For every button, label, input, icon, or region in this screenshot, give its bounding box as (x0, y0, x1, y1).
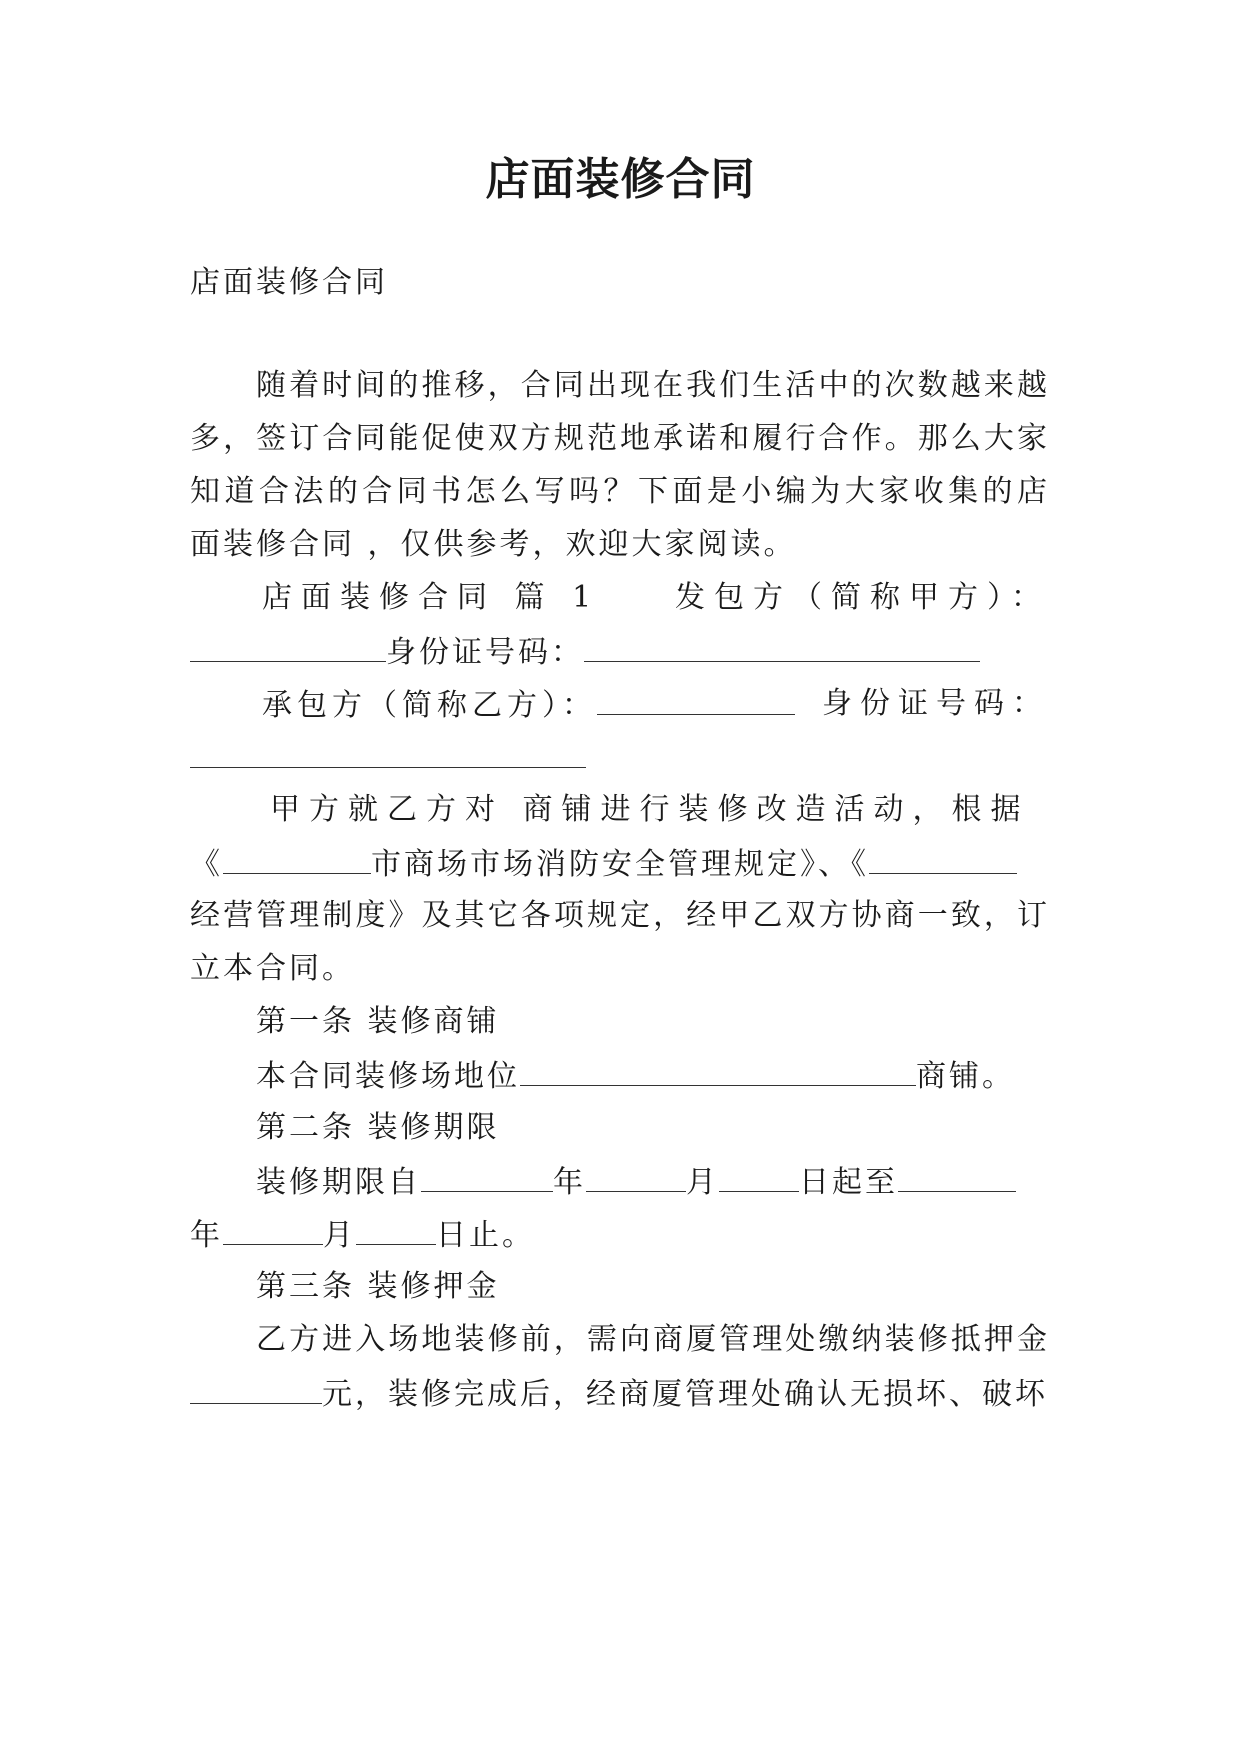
article-3-line-2-text: 元，装修完成后，经商厦管理处确认无损坏、破坏 (322, 1377, 1048, 1412)
start-year-blank[interactable] (421, 1161, 553, 1192)
party-a-row (262, 578, 1050, 618)
intro-line-2: 多，签订合同能促使双方规范地承诺和履行合作。那么大家 (190, 421, 1050, 456)
article-3-title: 第三条 装修押金 (256, 1269, 500, 1304)
deposit-amount-blank[interactable] (190, 1373, 322, 1404)
party-b-row (262, 684, 1050, 726)
article-3-line-2 (190, 1373, 1050, 1415)
party-a-id-blank[interactable] (584, 631, 980, 662)
article-2-text (256, 1161, 1050, 1203)
party-b-name-blank[interactable] (597, 684, 795, 715)
para1-line-2 (190, 843, 1050, 885)
end-month-blank[interactable] (223, 1214, 323, 1245)
start-month-blank[interactable] (586, 1161, 686, 1192)
month-label-2: 月 (323, 1218, 356, 1253)
para1-line-1: 甲方就乙方对 商铺进行装修改造活动，根据 (270, 792, 1030, 827)
management-blank[interactable] (869, 843, 1017, 874)
city-blank[interactable] (223, 843, 371, 874)
end-year-blank[interactable] (898, 1161, 1016, 1192)
intro-line-4: 面装修合同 ，仅供参考，欢迎大家阅读。 (190, 527, 797, 562)
party-a-id-row (190, 631, 1050, 673)
document-title: 店面装修合同 (485, 154, 756, 205)
para1-line-3: 经营管理制度》及其它各项规定，经甲乙双方协商一致，订 (190, 898, 1050, 933)
party-a-name-blank[interactable] (190, 631, 386, 662)
end-day-blank[interactable] (356, 1214, 436, 1245)
party-b-id-row (190, 737, 1050, 779)
para1-line-4: 立本合同。 (190, 951, 355, 986)
article-1-text-b: 商铺。 (916, 1059, 1015, 1094)
month-label: 月 (686, 1165, 719, 1200)
party-b-label: 承包方（简称乙方）： (262, 688, 597, 723)
start-day-blank[interactable] (719, 1161, 799, 1192)
id-label-2: 身份证号码： (822, 686, 1050, 721)
document-subtitle: 店面装修合同 (190, 265, 388, 300)
article-1-title: 第一条 装修商铺 (256, 1004, 500, 1039)
party-a-label: 发包方（简称甲方）： (675, 580, 1050, 615)
article-2-text-cont (190, 1214, 1050, 1256)
intro-line-1: 随着时间的推移，合同出现在我们生活中的次数越来越 (256, 368, 1050, 403)
id-label-1: 身份证号码： (386, 635, 584, 670)
period-from-label: 装修期限自 (256, 1165, 421, 1200)
location-blank[interactable] (520, 1055, 916, 1086)
article-1-text (256, 1055, 1050, 1097)
year-label-2: 年 (190, 1218, 223, 1253)
para1-regulation: 市商场市场消防安全管理规定》、《 (371, 847, 869, 882)
day-end-label: 日止。 (436, 1218, 535, 1253)
article-1-text-a: 本合同装修场地位 (256, 1059, 520, 1094)
day-from-label: 日起至 (799, 1165, 898, 1200)
article-3-line-1: 乙方进入场地装修前，需向商厦管理处缴纳装修抵押金 (256, 1322, 1050, 1357)
intro-line-3: 知道合法的合同书怎么写吗？下面是小编为大家收集的店 (190, 474, 1050, 509)
party-b-id-blank[interactable] (190, 737, 586, 768)
year-label: 年 (553, 1165, 586, 1200)
article-2-title: 第二条 装修期限 (256, 1110, 500, 1145)
para1-quote-open: 《 (190, 847, 223, 882)
section-label: 店面装修合同 篇 1 (262, 580, 601, 615)
